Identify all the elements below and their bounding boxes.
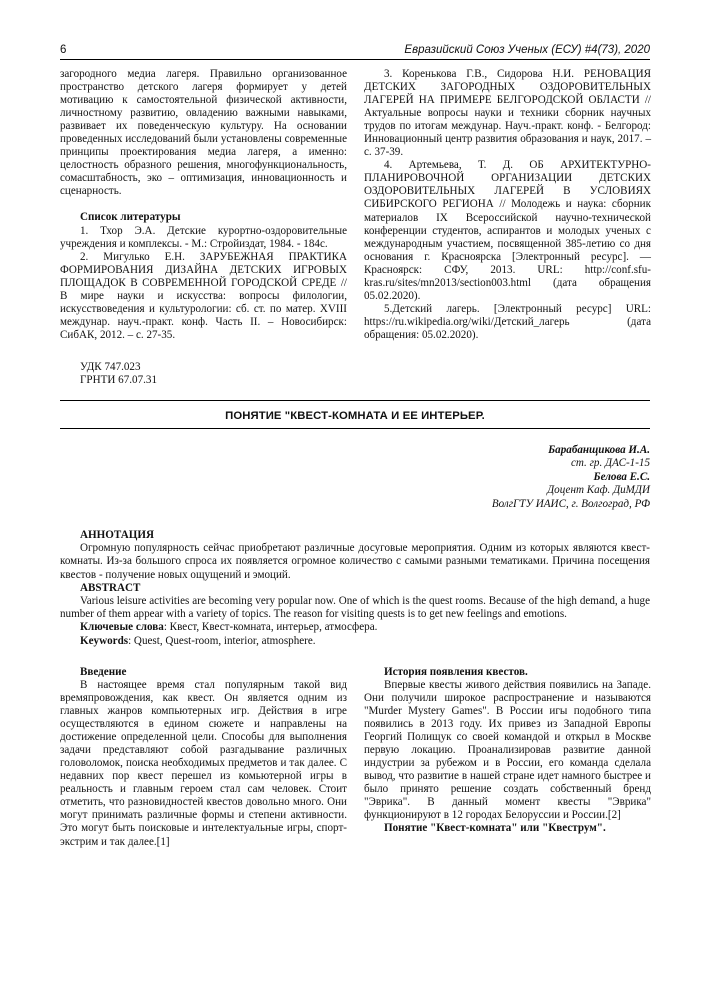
author-affiliation-1: ст. гр. ДАС-1-15	[570, 457, 650, 470]
references-left-column	[60, 68, 347, 387]
abstract-heading-ru: АННОТАЦИЯ	[80, 529, 155, 542]
udk-block	[80, 361, 347, 387]
author-block	[60, 444, 650, 511]
keywords-en-value: : Quest, Quest-room, interior, atmosphere.	[128, 634, 316, 647]
keywords-ru-label: Ключевые слова	[80, 621, 164, 634]
continued-paragraph: загородного медиа лагеря. Правильно организованное пространство детского лагеря формирует у детей мотивацию к самостоятельной физической активности, личностному развитию, овладению важными навыками, развивает их поведенческую культуру. На основании проведенных исследований были установлены современные принципы проектирования медиа лагеря, а именно: целостность образного решения, многофункциональность, сомасштабность, эко – оптимизация, инновационность и сценарность.	[60, 68, 347, 198]
journal-title: Евразийский Союз Ученых (ЕСУ) #4(73), 2020	[404, 44, 650, 56]
keywords-ru-value: : Квест, Квест-комната, интерьер, атмосфера.	[163, 621, 378, 634]
keywords-en-label: Keywords	[80, 634, 129, 647]
keywords-en	[60, 635, 650, 648]
body-left-column	[60, 666, 347, 849]
body-text-history: Впервые квесты живого действия появились на Западе. Они получили широкое распространение и называются "Murder Mystery Games". В России игы подобного типа появились в 2013 году. Их привез из Западной Европы Георгий Полищук со своей командой и открыл в Москве первую локацию. Проанализировав развитие данной индустрии за рубежом и в России, его команда сделала вывод, что развитие в нашей стране идет намного быстрее и было принято решение создать собственный бренд "Эврика". В данный момент квесты "Эврика" функционируют в 12 городах Белоруссии и России.[2]	[364, 678, 651, 822]
author-affiliation-2: Доцент Каф. ДиМДИ	[547, 484, 650, 497]
reference-item-5: 5.Детский лагерь. [Электронный ресурс] URL: https://ru.wikipedia.org/wiki/Детский_лагерь (дата обращения: 05.02.2020).	[364, 302, 651, 341]
abstract-heading-en: ABSTRACT	[80, 581, 141, 594]
body-heading-introduction: Введение	[80, 665, 127, 678]
abstract-text-en: Various leisure activities are becoming very popular now. One of which is the quest rooms. Because of the high demand, a huge number of them appear with a variety of topics. The reason for visiting quests is to get new feelings and emotions.	[60, 595, 650, 621]
author-institution: ВолгГТУ ИАИС, г. Волгоград, РФ	[491, 497, 650, 510]
article-title: ПОНЯТИЕ "КВЕСТ-КОМНАТА И ЕЕ ИНТЕРЬЕР.	[225, 410, 485, 423]
udk-code: УДК 747.023	[80, 360, 141, 373]
grnti-code: ГРНТИ 67.07.31	[80, 373, 157, 386]
body-right-column	[364, 666, 651, 849]
abstract-text-ru: Огромную популярность сейчас приобретают различные досуговые мероприятия. Одним из которых являются квест-комнаты. Из-за большого спроса их появляется огромное количество с самыми разными тематиками. Причина посещения квестов - получение новых ощущений и эмоций.	[60, 542, 650, 581]
reference-item-1: 1. Тхор Э.А. Детские курортно-оздоровительные учреждения и комплексы. - М.: Стройиздат, 1984. - 184с.	[60, 224, 347, 250]
article-title-band	[60, 400, 650, 429]
author-name-2: Белова Е.С.	[593, 470, 650, 483]
author-name-1: Барабанщикова И.А.	[548, 444, 650, 457]
body-text-introduction: В настоящее время стал популярным такой вид времяпровождения, как квест. Он является одним из главных жанров компьютерных игр. Действия в игре осуществляются в едином сюжете и направлены на достижение определенной цели. Способы для выполнения задачи представляют собой разгадывание различных головоломок, поиска необходимых предметов и так далее. С недавних пор квест перешел из комьютерной игры в реальность и главным героем стал сам человек. Стоит отметить, что разновидностей квестов довольно много. Они могут принимать различные формы и степени активности. Это могут быть поисковые и интелектуальные игры, спорт-экстрим и так далее.[1]	[60, 678, 347, 848]
keywords-ru	[60, 621, 650, 634]
running-header	[60, 44, 650, 59]
header-divider	[60, 59, 650, 60]
references-columns	[60, 68, 650, 387]
spacer	[60, 198, 347, 211]
references-right-column	[364, 68, 651, 387]
reference-item-4: 4. Артемьева, Т. Д. ОБ АРХИТЕКТУРНО-ПЛАНИРОВОЧНОЙ ОРГАНИЗАЦИИ ДЕТСКИХ ОЗДОРОВИТЕЛЬНЫХ ЛАГЕРЕЙ В УСЛОВИЯХ СИБИРСКОГО РЕГИОНА // Молодежь и наука: сборник материалов IX Всероссийской научно-технической конференции студентов, аспирантов и молодых ученых с международным участием, посвященной 385-летию со дня основания г. Красноярска [Электронный ресурс]. — Красноярск: СФУ, 2013. URL: http://conf.sfu-kras.ru/sites/mn2013/section003.html (дата обращения 05.02.2020).	[364, 159, 651, 302]
page-number: 6	[60, 44, 67, 56]
body-subheading-concept: Понятие "Квест-комната" или "Квеструм".	[384, 822, 606, 835]
references-heading: Список литературы	[80, 211, 181, 224]
reference-item-2: 2. Мигулько Е.Н. ЗАРУБЕЖНАЯ ПРАКТИКА ФОРМИРОВАНИЯ ДИЗАЙНА ДЕТСКИХ ИГРОВЫХ ПЛОЩАДОК В СОВРЕМЕННОЙ ГОРОДСКОЙ СРЕДЕ // В мире науки и искусства: вопросы филологии, искусствоведения и культурологии: сб. ст. по матер. XVIII междунар. науч.-практ. конф. Часть II. – Новосибирск: СибАК, 2012. – с. 27-35.	[60, 250, 347, 341]
body-heading-history: История появления квестов.	[384, 665, 528, 678]
abstract-section	[60, 529, 650, 648]
reference-item-3: 3. Коренькова Г.В., Сидорова Н.И. РЕНОВАЦИЯ ДЕТСКИХ ЗАГОРОДНЫХ ОЗДОРОВИТЕЛЬНЫХ ЛАГЕРЕЙ НА ПРИМЕРЕ БЕЛГОРОДСКОЙ ОБЛАСТИ // Актуальные вопросы науки и техники сборник научных трудов по итогам междунар. Науч.-практ. конф. - Белгород: Инновационный центр развития образования и наук, 2017. – с. 37-39.	[364, 68, 651, 159]
body-columns	[60, 666, 650, 849]
